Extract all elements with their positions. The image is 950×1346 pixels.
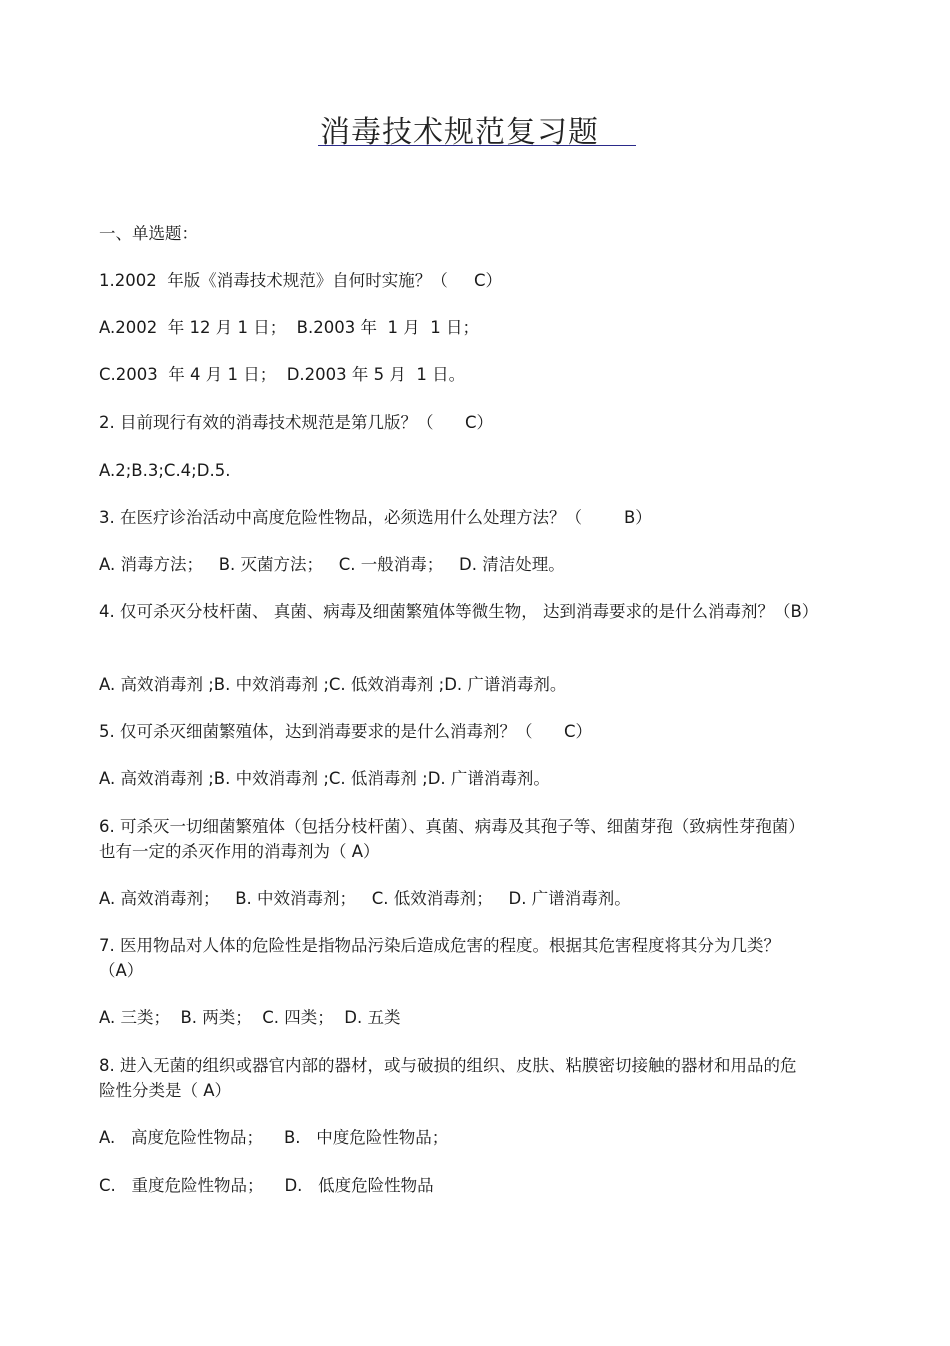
question-8-options-a: A. 高度危险性物品； B. 中度危险性物品； xyxy=(99,1128,449,1147)
question-8: 8. 进入无菌的组织或器官内部的器材，或与破损的组织、皮肤、粘膜密切接触的器材和用品的危险性分类是（ A） xyxy=(99,1056,797,1100)
question-7-options: A. 三类； B. 两类； C. 四类； D. 五类 xyxy=(99,1008,401,1027)
question-3-options: A. 消毒方法； B. 灭菌方法； C. 一般消毒； D. 清洁处理。 xyxy=(99,555,565,574)
section-heading: 一、单选题： xyxy=(99,224,198,243)
question-2-options: A.2;B.3;C.4;D.5. xyxy=(99,461,231,480)
question-3: 3. 在医疗诊治活动中高度危险性物品，必须选用什么处理方法？（ B） xyxy=(99,508,652,527)
question-6-options: A. 高效消毒剂； B. 中效消毒剂； C. 低效消毒剂； D. 广谱消毒剂。 xyxy=(99,889,631,908)
question-2: 2. 目前现行有效的消毒技术规范是第几版？（ C） xyxy=(99,413,493,432)
question-8-options-b: C. 重度危险性物品； D. 低度危险性物品 xyxy=(99,1176,434,1195)
question-1: 1.2002 年版《消毒技术规范》自何时实施？（ C） xyxy=(99,271,502,290)
question-5-options: A. 高效消毒剂 ;B. 中效消毒剂 ;C. 低消毒剂 ;D. 广谱消毒剂。 xyxy=(99,769,550,788)
question-5: 5. 仅可杀灭细菌繁殖体，达到消毒要求的是什么消毒剂？（ C） xyxy=(99,722,592,741)
question-4: 4. 仅可杀灭分枝杆菌、 真菌、病毒及细菌繁殖体等微生物， 达到消毒要求的是什么消毒剂？（B） xyxy=(99,602,819,621)
question-1-options-b: C.2003 年 4 月 1 日； D.2003 年 5 月 1 日。 xyxy=(99,365,466,384)
question-6: 6. 可杀灭一切细菌繁殖体（包括分枝杆菌）、真菌、病毒及其孢子等、细菌芽孢（致病性芽孢菌）也有一定的杀灭作用的消毒剂为（ A） xyxy=(99,817,805,861)
page-title: 消毒技术规范复习题 xyxy=(320,115,599,150)
question-4-options: A. 高效消毒剂 ;B. 中效消毒剂 ;C. 低效消毒剂 ;D. 广谱消毒剂。 xyxy=(99,675,567,694)
question-1-options-a: A.2002 年 12 月 1 日； B.2003 年 1 月 1 日； xyxy=(99,318,479,337)
title-underline xyxy=(318,145,636,146)
question-7: 7. 医用物品对人体的危险性是指物品污染后造成危害的程度。根据其危害程度将其分为几类？（A） xyxy=(99,936,780,980)
